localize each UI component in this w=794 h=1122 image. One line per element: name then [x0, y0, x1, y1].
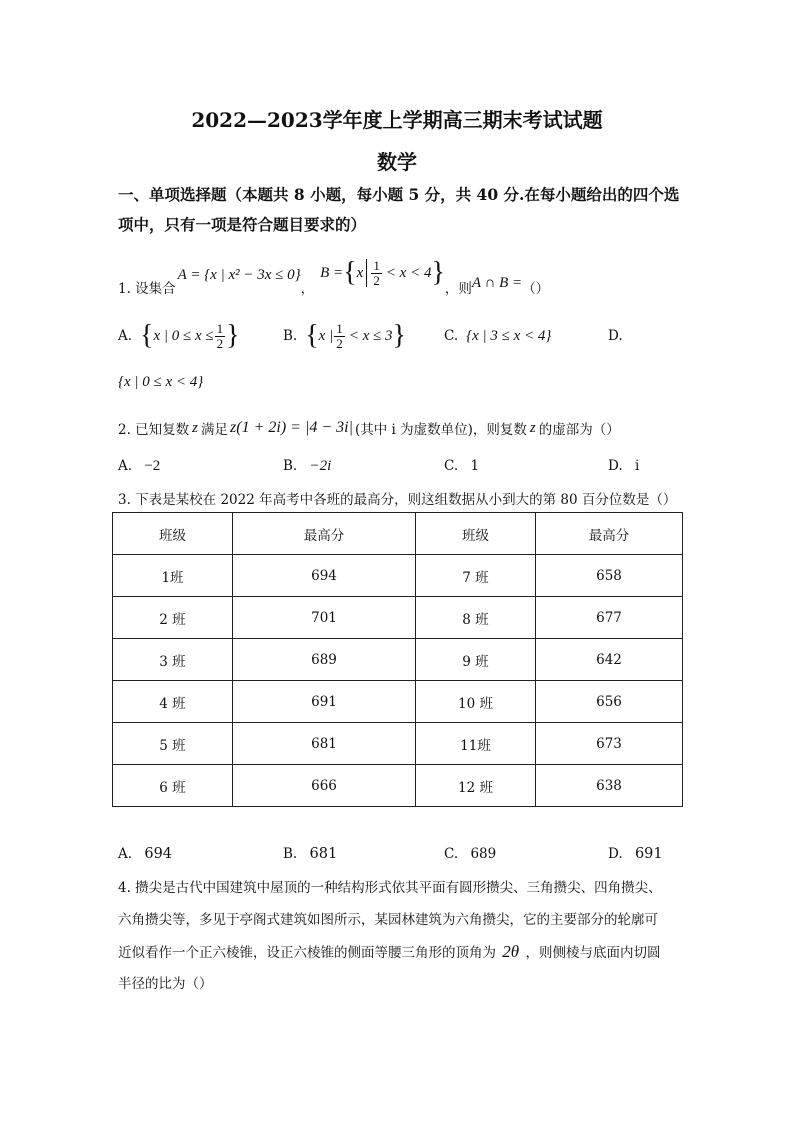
q3-option-b-value: 681: [309, 846, 338, 862]
table-cell: 7 班: [416, 555, 536, 597]
table-row: [113, 555, 683, 597]
question-3: 3. 下表是某校在 2022 年高考中各班的最高分，则这组数据从小到大的第 80 百分位数是（）: [118, 492, 677, 508]
q3-option-d-value: 691: [634, 846, 663, 862]
table-cell: 8 班: [416, 597, 536, 639]
q1-option-a-num: 1: [216, 320, 224, 336]
q4-angle: 2θ: [502, 942, 520, 961]
table-header-cell: 最高分: [233, 513, 416, 555]
q3-option-b: [283, 846, 337, 862]
table-cell: 4 班: [113, 681, 233, 723]
section-heading-line2: 项中，只有一项是符合题目要求的）: [118, 215, 367, 234]
q1-set-b-lbrace-icon: {: [343, 257, 357, 288]
q2-prefix: 2. 已知复数: [118, 422, 190, 438]
q1-comma: ，: [300, 281, 315, 297]
table-cell: 3 班: [113, 639, 233, 681]
question-4-line1: 4. 攒尖是古代中国建筑中屋顶的一种结构形式依其平面有圆形攒尖、三角攒尖、四角攒尖、: [118, 880, 662, 896]
question-4-line4: 半径的比为（）: [118, 976, 213, 992]
q2-option-b: [283, 458, 331, 475]
q1-option-b: [283, 316, 406, 356]
q3-option-d: [608, 846, 663, 862]
table-cell: 658: [536, 555, 683, 597]
q1-set-b-den: 2: [373, 272, 380, 288]
q1-option-b-value: [305, 320, 406, 352]
q1-option-b-fraction: [334, 322, 345, 351]
table-cell: 1班: [113, 555, 233, 597]
q2-mid: 满足: [201, 422, 229, 438]
q1-option-c: [444, 316, 551, 356]
q1-option-a-lhs: x | 0 ≤ x ≤: [153, 327, 214, 344]
q2-option-b-value: −2i: [309, 458, 332, 474]
q1-set-b-fraction: [371, 259, 382, 288]
q3-option-c-value: 689: [470, 846, 497, 862]
q1-ask: A ∩ B =: [471, 274, 523, 291]
q1-option-b-den: 2: [336, 335, 343, 351]
table-cell: 691: [233, 681, 416, 723]
q3-option-b-label: B.: [283, 846, 298, 862]
q1-set-a: A = {x | x² − 3x ≤ 0}: [177, 266, 301, 283]
q2-equation: z(1 + 2i) = |4 − 3i|: [230, 419, 353, 436]
q2-option-c-value: 1: [470, 458, 480, 474]
q1-prefix: 1. 设集合: [118, 281, 176, 297]
q1-option-a-fraction: [215, 322, 226, 351]
q1-set-b: [320, 257, 445, 289]
table-header-cell: 班级: [416, 513, 536, 555]
question-4-line3: [118, 936, 660, 969]
table-row: [113, 765, 683, 807]
q3-option-c-label: C.: [444, 846, 459, 862]
q1-set-b-num: 1: [373, 257, 380, 273]
q1-set-b-rbrace-icon: }: [431, 257, 445, 288]
q1-set-b-rhs: < x < 4: [385, 264, 432, 281]
q1-paren: （）: [522, 281, 550, 297]
q2-option-c-label: C.: [444, 458, 459, 474]
q1-option-b-rhs: < x ≤ 3: [348, 327, 393, 344]
table-row: [113, 639, 683, 681]
q1-set-b-label: B =: [320, 264, 344, 281]
q3-option-a-value: 694: [144, 846, 173, 862]
table-header-cell: 班级: [113, 513, 233, 555]
table-cell: 677: [536, 597, 683, 639]
q1-set-b-lhs: x: [356, 264, 364, 281]
q3-option-a-label: A.: [118, 846, 133, 862]
q1-option-a-lbrace-icon: {: [140, 320, 154, 351]
table-cell: 638: [536, 765, 683, 807]
q2-option-d-value: i: [634, 458, 640, 474]
exam-title: 2022—2023学年度上学期高三期末考试试题: [191, 108, 603, 132]
q1-option-b-num: 1: [336, 320, 343, 336]
q2-option-a-value: −2: [144, 458, 161, 474]
table-cell: 9 班: [416, 639, 536, 681]
q4-line3b: ，则侧棱与底面内切圆: [525, 945, 661, 961]
question-4-line2: 六角攒尖等，多见于亭阁式建筑如图所示，某园林建筑为六角攒尖，它的主要部分的轮廓可: [118, 912, 658, 928]
q1-option-a-value: [140, 320, 240, 352]
q1-option-d-value: {x | 0 ≤ x < 4}: [118, 374, 204, 390]
q3-option-a: [118, 846, 172, 862]
table-cell: 12 班: [416, 765, 536, 807]
table-cell: 642: [536, 639, 683, 681]
subject-title: 数学: [377, 150, 417, 174]
scores-table: [112, 512, 683, 807]
q2-suffix: (其中 i 为虚数单位)，则复数: [354, 422, 527, 438]
q1-option-c-value: {x | 3 ≤ x < 4}: [466, 327, 552, 344]
q2-option-b-label: B.: [283, 458, 298, 474]
q2-option-c: [444, 458, 479, 474]
table-cell: 6 班: [113, 765, 233, 807]
table-cell: 5 班: [113, 723, 233, 765]
table-row: [113, 681, 683, 723]
q2-end: 的虚部为（）: [538, 422, 620, 438]
table-header-cell: 最高分: [536, 513, 683, 555]
question-2: [118, 418, 620, 438]
table-cell: 656: [536, 681, 683, 723]
q3-option-c: [444, 846, 496, 862]
table-cell: 2 班: [113, 597, 233, 639]
q1-option-a-label: A.: [118, 328, 133, 344]
table-cell: 666: [233, 765, 416, 807]
table-row: [113, 723, 683, 765]
q1-option-a: [118, 316, 240, 356]
q2-option-a: [118, 458, 160, 475]
table-header-row: [113, 513, 683, 555]
q2-option-d-label: D.: [608, 458, 623, 474]
table-row: [113, 597, 683, 639]
q2-option-d: [608, 458, 639, 474]
table-cell: 673: [536, 723, 683, 765]
q2-z2: z: [529, 419, 536, 436]
table-cell: 689: [233, 639, 416, 681]
q1-option-a-den: 2: [216, 335, 224, 351]
q1-option-a-rbrace-icon: }: [226, 320, 240, 351]
question-1: [118, 258, 549, 302]
q1-option-b-label: B.: [283, 328, 298, 344]
table-cell: 11班: [416, 723, 536, 765]
q1-option-b-lhs: x |: [318, 327, 334, 344]
table-cell: 701: [233, 597, 416, 639]
q1-set-b-bar-icon: [366, 259, 367, 287]
table-cell: 694: [233, 555, 416, 597]
q1-option-d-label: D.: [608, 328, 623, 344]
q4-line3a: 近似看作一个正六棱锥，设正六棱锥的侧面等腰三角形的顶角为: [118, 945, 496, 961]
q1-option-b-rbrace-icon: }: [392, 320, 406, 351]
q1-option-b-lbrace-icon: {: [305, 320, 319, 351]
q3-option-d-label: D.: [608, 846, 623, 862]
q2-z1: z: [192, 419, 199, 436]
q1-then: ，则: [444, 281, 472, 297]
q1-option-c-label: C.: [444, 328, 459, 344]
table-cell: 681: [233, 723, 416, 765]
table-cell: 10 班: [416, 681, 536, 723]
q2-option-a-label: A.: [118, 458, 133, 474]
section-heading-line1: 一、单项选择题（本题共 8 小题，每小题 5 分，共 40 分.在每小题给出的四个选: [118, 185, 680, 204]
